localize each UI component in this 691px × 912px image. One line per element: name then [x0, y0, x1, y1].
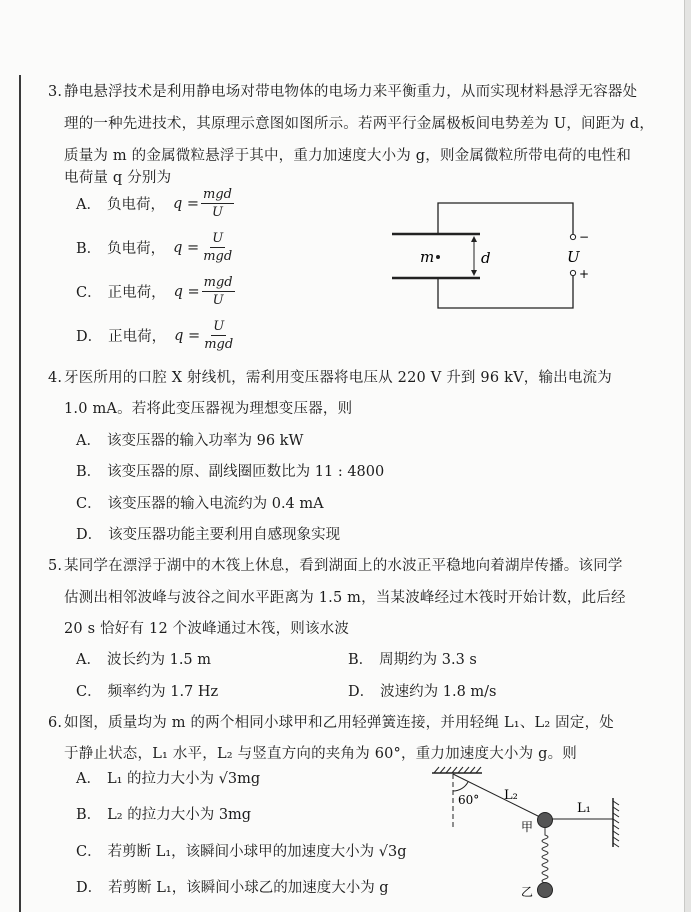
q3-option-a[interactable]: A． 负电荷， q = $\frac{\text{mgd}}{U}$ [76, 187, 233, 220]
q6-stem-line-1: 6. 如图，质量均为 m 的两个相同小球甲和乙用轻弹簧连接，并用轻绳 L₁、L₂ 固定，处 [48, 715, 614, 731]
q5-stem-line-1: 5. 某同学在漂浮于湖中的木筏上休息，看到湖面上的水波正平稳地向着湖岸传播。该同学 [48, 558, 623, 574]
q4-option-c[interactable]: C． 该变压器的输入电流约为 0.4 mA [76, 496, 324, 512]
minus-label: − [579, 230, 590, 244]
plus-label: + [579, 267, 590, 281]
q3-stem-line-4: 电荷量 q 分别为 [64, 170, 172, 186]
q3-number: 3. [48, 84, 63, 100]
q4-stem-line-2: 1.0 mA。若将此变压器视为理想变压器，则 [64, 401, 353, 417]
q5-option-d[interactable]: D． 波速约为 1.8 m/s [348, 684, 497, 700]
fraction: $\frac{\text{mgd}}{U}$ [203, 187, 233, 220]
q6-option-c[interactable]: C． 若剪断 L₁，该瞬间小球甲的加速度大小为 √3g [76, 844, 407, 860]
q6-option-b[interactable]: B． L₂ 的拉力大小为 3mg [76, 807, 252, 823]
rope-l2-label: L₂ [504, 788, 518, 803]
ball-jia [538, 813, 553, 828]
q3-stem-line-3: 质量为 m 的金属微粒悬浮于其中，重力加速度大小为 g，则金属微粒所带电荷的电性和 [64, 148, 632, 164]
voltage-label: U [567, 248, 580, 266]
mass-label: m [420, 248, 435, 266]
q5-stem-line-3: 20 s 恰好有 12 个波峰通过木筏，则该水波 [64, 621, 350, 637]
fraction: $\frac{U}{\text{mgd}}$ [204, 319, 234, 352]
distance-label: d [481, 249, 491, 267]
q4-number: 4. [48, 370, 63, 386]
q4-stem-line-1: 4. 牙医所用的口腔 X 射线机，需利用变压器将电压从 220 V 升到 96 kV，输出电流为 [48, 370, 612, 386]
rope-l1-label: L₁ [577, 801, 591, 816]
capacitor-diagram [380, 190, 620, 330]
q3-option-d[interactable]: D． 正电荷， q = $\frac{U}{\text{mgd}}$ [76, 319, 234, 352]
q5-option-a[interactable]: A． 波长约为 1.5 m [76, 652, 212, 668]
terminal-plus [570, 270, 575, 275]
spring-balls-diagram [420, 755, 640, 912]
q4-option-b[interactable]: B． 该变压器的原、副线圈匝数比为 11 : 4800 [76, 464, 385, 480]
q3-stem-line-2: 理的一种先进技术，其原理示意图如图所示。若两平行金属极板间电势差为 U，间距为 d， [64, 116, 655, 132]
particle-dot [436, 255, 440, 259]
terminal-minus [570, 234, 575, 239]
q6-stem-line-2: 于静止状态，L₁ 水平，L₂ 与竖直方向的夹角为 60°，重力加速度大小为 g。则 [64, 746, 577, 762]
q5-stem-line-2: 估测出相邻波峰与波谷之间水平距离为 1.5 m，当某波峰经过木筏时开始计数，此后经 [64, 590, 626, 606]
q3-stem-line-1: 3. 静电悬浮技术是利用静电场对带电物体的电场力来平衡重力，从而实现材料悬浮无容器处 [48, 84, 638, 100]
q6-number: 6. [48, 715, 63, 731]
arrow-head-down [471, 270, 477, 276]
q4-option-d[interactable]: D． 该变压器功能主要利用自感现象实现 [76, 527, 341, 543]
angle-label: 60° [458, 793, 480, 807]
q3-option-c[interactable]: C． 正电荷， q = $\frac{\text{mgd}}{U}$ [76, 275, 233, 308]
ball-yi-label: 乙 [521, 885, 534, 899]
q6-option-d[interactable]: D． 若剪断 L₁，该瞬间小球乙的加速度大小为 g [76, 880, 389, 896]
ceiling-hatch [434, 767, 481, 773]
q6-option-a[interactable]: A． L₁ 的拉力大小为 √3mg [76, 771, 261, 787]
q5-option-c[interactable]: C． 频率约为 1.7 Hz [76, 684, 219, 700]
top-wire [438, 203, 573, 234]
wall-hatch [613, 801, 619, 847]
q4-option-a[interactable]: A． 该变压器的输入功率为 96 kW [76, 433, 304, 449]
angle-arc [453, 782, 468, 791]
q5-option-b[interactable]: B． 周期约为 3.3 s [348, 652, 477, 668]
q3-option-b[interactable]: B． 负电荷， q = $\frac{U}{\text{mgd}}$ [76, 231, 233, 264]
ball-jia-label: 甲 [521, 820, 534, 834]
page-edge [684, 0, 691, 912]
fraction: $\frac{U}{\text{mgd}}$ [203, 231, 233, 264]
arrow-head-up [471, 236, 477, 242]
spring [542, 827, 548, 885]
margin-rule [19, 75, 21, 912]
ball-yi [538, 883, 553, 898]
q5-number: 5. [48, 558, 63, 574]
fraction: $\frac{\text{mgd}}{U}$ [203, 275, 233, 308]
